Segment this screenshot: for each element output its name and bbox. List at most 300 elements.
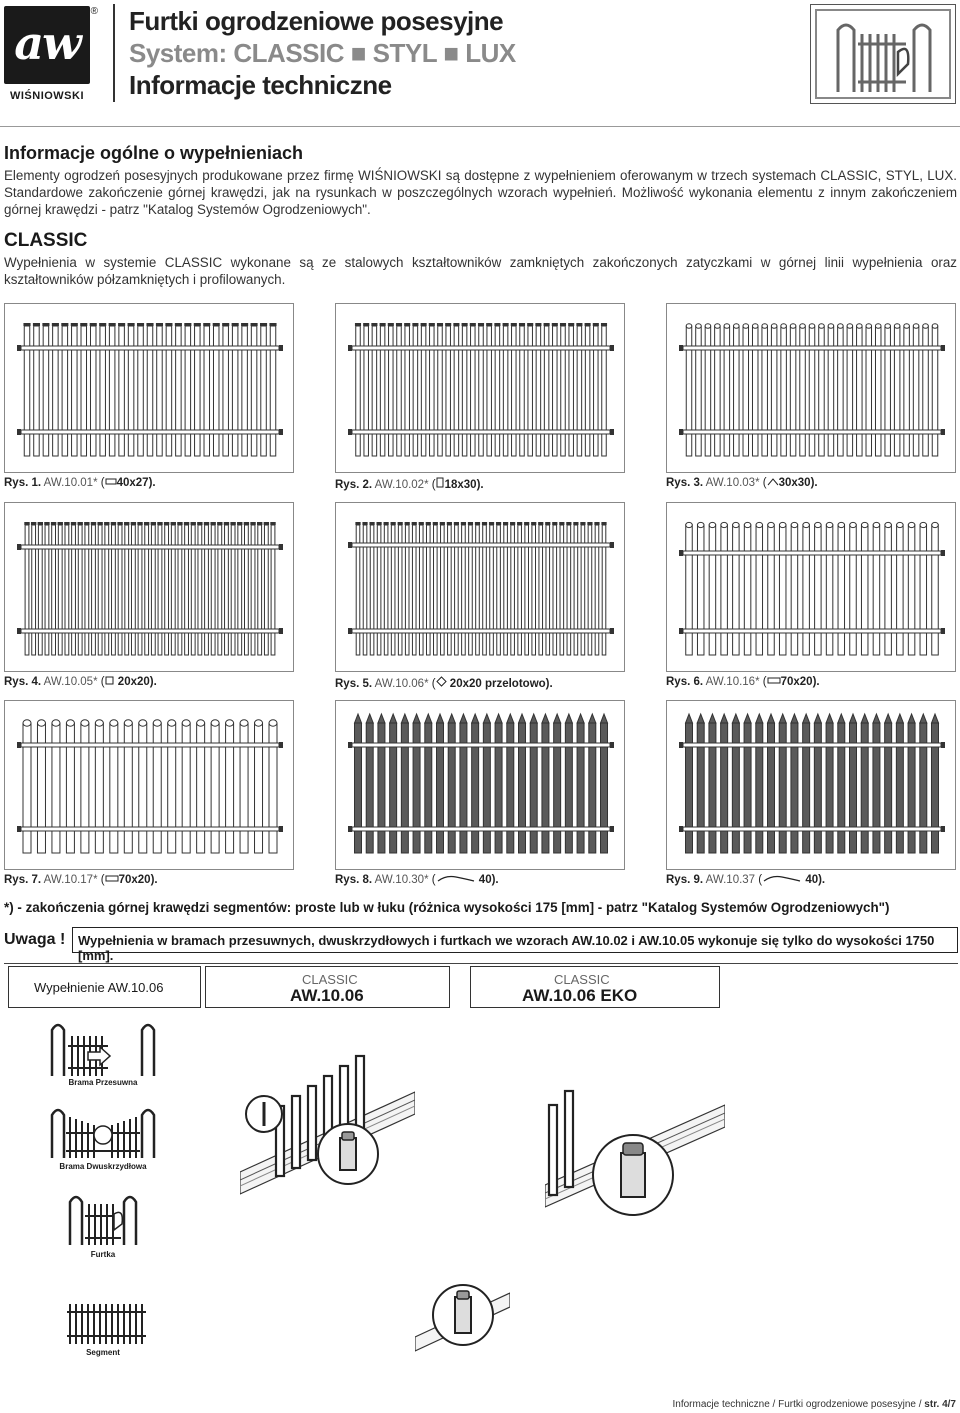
fence-picket-cap xyxy=(771,324,777,328)
section-rule xyxy=(4,963,958,964)
fence-picket-cap xyxy=(153,720,161,726)
fence-picket-cap xyxy=(61,323,68,326)
fence-picket xyxy=(815,525,822,655)
fence-rail-end xyxy=(610,429,614,435)
fence-picket-cap xyxy=(71,522,76,525)
fence-picket-cap xyxy=(433,522,438,525)
fence-rail-end xyxy=(679,742,683,748)
fence-rail xyxy=(352,743,610,747)
fence-picket-cap xyxy=(709,522,716,527)
fence-picket-cap xyxy=(217,522,222,525)
page-header xyxy=(0,0,960,128)
fence-picket-cap xyxy=(104,522,109,525)
fence-picket-cap xyxy=(226,720,234,726)
fence-picket-cap xyxy=(472,714,479,723)
fence-picket-cap xyxy=(157,522,162,525)
fence-picket-cap xyxy=(800,324,806,328)
fence-picket-cap xyxy=(560,323,566,326)
sliding-gate-label: Brama Przesuwna xyxy=(68,1078,138,1087)
fence-drawing xyxy=(17,323,283,456)
fence-picket-cap xyxy=(573,522,578,525)
fence-picket-cap xyxy=(384,522,389,525)
fence-rail-end xyxy=(941,550,945,556)
fence-picket-cap xyxy=(51,522,56,525)
fence-picket-cap xyxy=(388,323,394,326)
fence-rail-end xyxy=(941,628,945,634)
fence-rail-end xyxy=(941,742,945,748)
fence-picket-cap xyxy=(171,522,176,525)
fence-rail-end xyxy=(610,742,614,748)
fence-picket-cap xyxy=(779,714,786,723)
figure-caption-4: Rys. 4. AW.10.05* ( 20x20). xyxy=(4,676,157,688)
fence-picket-cap xyxy=(165,323,172,326)
fence-picket-cap xyxy=(250,522,255,525)
fence-rail xyxy=(21,545,279,549)
fence-rail-end xyxy=(348,628,352,634)
fence-picket xyxy=(885,525,892,655)
fence-picket-cap xyxy=(362,522,367,525)
figure-panel-6 xyxy=(666,502,956,672)
figure-number: Rys. 1. xyxy=(4,477,42,489)
fence-picket-cap xyxy=(175,323,182,326)
fence-picket-cap xyxy=(355,522,360,525)
fence-picket-cap xyxy=(182,720,190,726)
fence-picket xyxy=(733,525,740,655)
figure-profile: 40). xyxy=(805,874,826,886)
fence-picket-cap xyxy=(724,324,730,328)
classic-eko-detail-drawing xyxy=(545,1035,725,1225)
classic-eko-box-code: AW.10.06 EKO xyxy=(522,986,638,1005)
figure-number: Rys. 7. xyxy=(4,874,42,886)
fence-picket-cap xyxy=(932,324,938,328)
fence-picket-cap xyxy=(237,522,242,525)
fence-picket-cap xyxy=(144,522,149,525)
fence-picket-cap xyxy=(565,714,572,723)
title-line-2: System: CLASSIC ■ STYL ■ LUX xyxy=(129,38,516,68)
figure-code: AW.10.17* xyxy=(43,874,98,886)
fence-rail-end xyxy=(17,544,21,550)
fence-picket-cap xyxy=(932,522,939,527)
fence-picket-cap xyxy=(97,522,102,525)
fence-drawing xyxy=(679,714,945,853)
fence-picket-cap xyxy=(468,522,473,525)
fence-rail-end xyxy=(17,826,21,832)
fence-picket-cap xyxy=(401,714,408,723)
figure-profile: 18x30). xyxy=(444,479,484,491)
figure-caption-8: Rys. 8. AW.10.30* ( 40). xyxy=(335,874,499,886)
fence-picket-cap xyxy=(99,323,106,326)
fence-picket-cap xyxy=(496,522,501,525)
fence-picket-cap xyxy=(744,522,751,527)
wave-profile-icon xyxy=(436,874,476,883)
fence-picket-cap xyxy=(269,323,276,326)
classic-heading: CLASSIC xyxy=(4,230,88,251)
fence-picket-cap xyxy=(908,714,915,723)
figure-panel-1 xyxy=(4,303,294,473)
fence-drawing xyxy=(348,714,614,853)
fence-picket-cap xyxy=(686,522,693,527)
title-line-3: Informacje techniczne xyxy=(129,70,392,100)
fence-picket-cap xyxy=(715,324,721,328)
fence-picket-cap xyxy=(440,522,445,525)
fence-picket-cap xyxy=(197,720,205,726)
fence-picket-cap xyxy=(894,324,900,328)
fence-picket-cap xyxy=(475,522,480,525)
fence-picket-cap xyxy=(535,323,541,326)
fence-picket-cap xyxy=(44,522,49,525)
fence-rail-end xyxy=(279,544,283,550)
fence-picket-cap xyxy=(203,323,210,326)
fence-picket-cap xyxy=(494,323,500,326)
page-footer xyxy=(673,1399,957,1410)
figure-code: AW.10.05* xyxy=(43,676,98,688)
fence-picket-cap xyxy=(90,323,97,326)
fence-picket-cap xyxy=(222,323,229,326)
figure-code: AW.10.01* xyxy=(43,477,98,489)
fence-picket xyxy=(920,525,927,655)
fence-picket-cap xyxy=(486,323,492,326)
fence-picket-cap xyxy=(779,522,786,527)
fence-picket-cap xyxy=(124,720,132,726)
fence-picket-cap xyxy=(224,522,229,525)
fence-picket-cap xyxy=(489,522,494,525)
fence-picket-cap xyxy=(398,522,403,525)
fence-picket xyxy=(779,525,786,655)
fence-picket-cap xyxy=(429,323,435,326)
fence-picket-cap xyxy=(873,522,880,527)
figure-number: Rys. 6. xyxy=(666,676,704,688)
fence-picket-cap xyxy=(380,323,386,326)
fence-picket-cap xyxy=(124,522,129,525)
fence-picket-cap xyxy=(721,522,728,527)
fence-rail-end xyxy=(679,628,683,634)
fence-picket-cap xyxy=(756,522,763,527)
fence-picket-cap xyxy=(58,522,63,525)
figure-caption-5: Rys. 5. AW.10.06* ( 20x20 przelotowo). xyxy=(335,678,553,690)
fence-picket-cap xyxy=(752,324,758,328)
fence-picket-cap xyxy=(686,324,692,328)
figure-caption-3: Rys. 3. AW.10.03* ( 30x30). xyxy=(666,477,818,489)
fence-picket-cap xyxy=(913,324,919,328)
fence-picket xyxy=(850,525,857,655)
fence-picket-cap xyxy=(815,522,822,527)
fence-picket-cap xyxy=(355,323,361,326)
fence-picket-cap xyxy=(168,720,176,726)
fence-picket-cap xyxy=(897,522,904,527)
fence-picket-cap xyxy=(696,324,702,328)
fence-picket-cap xyxy=(204,522,209,525)
fence-picket-cap xyxy=(260,323,267,326)
fence-picket-cap xyxy=(371,323,377,326)
fence-rail-end xyxy=(279,345,283,351)
figure-panel-9 xyxy=(666,700,956,870)
fence-picket-cap xyxy=(733,522,740,527)
diamond-profile-icon xyxy=(436,676,447,687)
fence-picket-cap xyxy=(686,714,693,723)
fence-picket-cap xyxy=(213,323,220,326)
fence-drawing xyxy=(348,323,614,456)
wicket-gate-icon xyxy=(66,1192,140,1247)
fence-rail-end xyxy=(679,826,683,832)
fence-picket-cap xyxy=(164,522,169,525)
fence-picket-cap xyxy=(885,324,891,328)
fence-picket-cap xyxy=(511,323,517,326)
fence-picket-cap xyxy=(42,323,49,326)
fence-picket-cap xyxy=(64,522,69,525)
fence-rail xyxy=(21,430,279,434)
classic-box-system: CLASSIC xyxy=(302,972,358,987)
fence-picket-cap xyxy=(437,714,444,723)
classic-paragraph: Wypełnienia w systemie CLASSIC wykonane są ze stalowych kształtowników zamkniętych zakończonych zatyczkami w górnej linii wypełnienia oraz kształtowników półzamkniętych i profilowanych. xyxy=(4,255,957,287)
fence-picket-cap xyxy=(697,714,704,723)
logo-registered-mark: ® xyxy=(90,6,98,17)
fence-picket-cap xyxy=(566,522,571,525)
footnote: *) - zakończenia górnej krawędzi segmentów: proste lub w łuku (różnica wysokości 175 [mm] - patrz "Katalog Systemów Ogrodzeniowych") xyxy=(4,900,890,915)
fence-drawing xyxy=(348,522,614,655)
fence-rail-end xyxy=(679,345,683,351)
fence-picket-cap xyxy=(866,324,872,328)
fence-picket-cap xyxy=(118,323,125,326)
fence-rail-end xyxy=(348,542,352,548)
figure-caption-6: Rys. 6. AW.10.16* ( 70x20). xyxy=(666,676,820,688)
logo-mark: aw xyxy=(14,16,80,70)
fence-picket-cap xyxy=(84,522,89,525)
fence-picket-cap xyxy=(137,323,144,326)
intro-paragraph: Elementy ogrodzeń posesyjnych produkowane przez firmę WIŚNIOWSKI są dostępne z wypełnieniem oferowanym w trzech systemach CLASSIC, STYL, LUX. Standardowe zakończenie górnej krawędzi, jak na rysunkach w poszczególnych wzorach wypełnień. Możliwość wykonania elementu z innym zakończeniem górnej krawędzi - patrz "Katalog Systemów Ogrodzeniowych". xyxy=(4,168,957,217)
fence-rail-end xyxy=(279,429,283,435)
fence-picket-cap xyxy=(369,522,374,525)
fence-picket-cap xyxy=(462,323,468,326)
fence-picket-cap xyxy=(920,522,927,527)
fence-picket-cap xyxy=(52,720,60,726)
fence-picket-cap xyxy=(589,714,596,723)
fence-picket xyxy=(721,525,728,655)
segment-icon xyxy=(66,1298,150,1346)
fence-picket-cap xyxy=(412,323,418,326)
fence-rail xyxy=(352,430,610,434)
fence-rail xyxy=(352,543,610,547)
fence-picket-cap xyxy=(23,323,30,326)
fence-picket-cap xyxy=(109,323,116,326)
sliding-gate-icon xyxy=(48,1018,158,1078)
rect-wide-profile-icon xyxy=(105,478,117,486)
wicket-gate-label: Furtka xyxy=(90,1250,116,1259)
fence-rail xyxy=(21,743,279,747)
fence-picket-cap xyxy=(131,522,136,525)
fence-picket-cap xyxy=(197,522,202,525)
fence-picket-cap xyxy=(461,522,466,525)
fence-picket-cap xyxy=(920,714,927,723)
rect-wide-profile-icon xyxy=(105,875,119,883)
arch-profile-icon xyxy=(767,477,779,486)
fence-picket-cap xyxy=(838,324,844,328)
fence-picket-cap xyxy=(483,714,490,723)
fence-picket-cap xyxy=(184,323,191,326)
fence-picket xyxy=(744,525,751,655)
fence-picket-cap xyxy=(151,522,156,525)
figure-profile: 20x20). xyxy=(117,676,157,688)
fence-picket-cap xyxy=(545,522,550,525)
fence-picket-cap xyxy=(885,714,892,723)
fence-picket-cap xyxy=(873,714,880,723)
fence-picket-cap xyxy=(391,522,396,525)
fence-picket-cap xyxy=(404,323,410,326)
fence-picket-cap xyxy=(850,714,857,723)
fence-picket-cap xyxy=(861,522,868,527)
fence-picket xyxy=(791,525,798,655)
segment-label: Segment xyxy=(86,1348,120,1357)
fence-drawing xyxy=(17,522,283,655)
header-divider xyxy=(113,4,115,102)
fence-picket xyxy=(932,525,939,655)
fence-picket-cap xyxy=(454,522,459,525)
fence-picket-cap xyxy=(191,522,196,525)
fence-picket-cap xyxy=(768,714,775,723)
fence-picket-cap xyxy=(244,522,249,525)
fence-picket-cap xyxy=(425,714,432,723)
fence-picket-cap xyxy=(111,522,116,525)
warning-text: Wypełnienia w bramach przesuwnych, dwuskrzydłowych i furtkach we wzorach AW.10.02 i AW.10.05 wykonuje się tylko do wysokości 1750 [mm]. xyxy=(78,933,935,963)
header-rule xyxy=(0,126,960,127)
footer-text: Informacje techniczne / Furtki ogrodzeniowe posesyjne / xyxy=(672,1399,925,1410)
fence-picket-cap xyxy=(405,522,410,525)
fence-picket-cap xyxy=(460,714,467,723)
fence-rail-end xyxy=(348,742,352,748)
fence-picket-cap xyxy=(128,323,135,326)
fence-picket-cap xyxy=(210,522,215,525)
fence-picket-cap xyxy=(552,522,557,525)
fence-picket-cap xyxy=(251,323,258,326)
fence-picket-cap xyxy=(270,522,275,525)
fence-picket-cap xyxy=(77,522,82,525)
fence-picket-cap xyxy=(495,714,502,723)
fence-picket-cap xyxy=(587,522,592,525)
fence-picket-cap xyxy=(577,714,584,723)
fence-picket-cap xyxy=(857,324,863,328)
fence-picket-cap xyxy=(24,522,29,525)
fence-picket-cap xyxy=(734,324,740,328)
fence-rail xyxy=(21,346,279,350)
fence-picket-cap xyxy=(177,522,182,525)
fence-picket-cap xyxy=(156,323,163,326)
fence-rail-end xyxy=(679,550,683,556)
fence-picket-cap xyxy=(580,522,585,525)
fence-rail-end xyxy=(610,826,614,832)
fence-picket-cap xyxy=(791,522,798,527)
fence-rail-end xyxy=(17,345,21,351)
fence-picket-cap xyxy=(38,522,43,525)
fence-drawing xyxy=(679,324,945,456)
fence-picket-cap xyxy=(66,720,74,726)
double-gate-label: Brama Dwuskrzydłowa xyxy=(59,1162,147,1171)
fence-picket xyxy=(697,525,704,655)
fence-rail-end xyxy=(610,628,614,634)
title-line-1: Furtki ogrodzeniowe posesyjne xyxy=(129,6,504,36)
fence-rail-end xyxy=(279,628,283,634)
fence-rail-end xyxy=(610,542,614,548)
fence-picket-cap xyxy=(524,522,529,525)
double-gate-icon xyxy=(48,1105,158,1160)
fence-rail xyxy=(683,827,941,831)
fence-picket-cap xyxy=(117,522,122,525)
fence-picket-cap xyxy=(576,323,582,326)
fence-rail xyxy=(21,827,279,831)
fence-picket xyxy=(756,525,763,655)
classic-box-code: AW.10.06 xyxy=(290,986,364,1005)
fence-picket-cap xyxy=(762,324,768,328)
fence-picket-cap xyxy=(781,324,787,328)
figure-number: Rys. 5. xyxy=(335,678,373,690)
fence-picket-cap xyxy=(146,323,153,326)
fence-picket-cap xyxy=(530,714,537,723)
fence-picket xyxy=(803,525,810,655)
figure-code: AW.10.03* xyxy=(705,477,760,489)
fence-rail-end xyxy=(348,429,352,435)
fence-picket-cap xyxy=(838,522,845,527)
fence-picket xyxy=(908,525,915,655)
fence-picket xyxy=(686,525,693,655)
fence-picket-cap xyxy=(791,714,798,723)
figure-number: Rys. 2. xyxy=(335,479,373,491)
fence-picket-cap xyxy=(507,714,514,723)
fence-picket-cap xyxy=(826,714,833,723)
figure-panel-2 xyxy=(335,303,625,473)
fence-picket-cap xyxy=(184,522,189,525)
fence-picket xyxy=(873,525,880,655)
fence-picket-cap xyxy=(31,522,36,525)
fence-picket-cap xyxy=(601,714,608,723)
figure-code: AW.10.37 xyxy=(705,874,756,886)
fence-rail-end xyxy=(17,429,21,435)
fence-picket-cap xyxy=(426,522,431,525)
wisniowski-logo xyxy=(4,6,98,102)
fence-picket-cap xyxy=(264,522,269,525)
fence-picket-cap xyxy=(453,323,459,326)
fence-rail-end xyxy=(17,742,21,748)
fence-picket-cap xyxy=(519,714,526,723)
page-number: str. 4/7 xyxy=(924,1399,956,1410)
fence-picket-cap xyxy=(875,324,881,328)
fence-picket-cap xyxy=(257,522,262,525)
fence-picket-cap xyxy=(437,323,443,326)
fence-picket-cap xyxy=(531,522,536,525)
fence-picket-cap xyxy=(363,323,369,326)
fence-rail xyxy=(352,827,610,831)
fence-picket xyxy=(768,525,775,655)
fence-picket-cap xyxy=(366,714,373,723)
figure-panel-5 xyxy=(335,502,625,672)
fence-picket-cap xyxy=(230,522,235,525)
fence-picket xyxy=(709,525,716,655)
figure-profile: 30x30). xyxy=(778,477,818,489)
fence-picket-cap xyxy=(601,522,606,525)
fence-picket-cap xyxy=(847,324,853,328)
figure-number: Rys. 9. xyxy=(666,874,704,886)
fence-picket-cap xyxy=(211,720,219,726)
fence-picket-cap xyxy=(552,323,558,326)
fence-picket-cap xyxy=(709,714,716,723)
fence-picket-cap xyxy=(33,323,40,326)
fence-picket-cap xyxy=(232,323,239,326)
fence-picket-cap xyxy=(139,720,147,726)
figure-number: Rys. 4. xyxy=(4,676,42,688)
fence-picket-cap xyxy=(419,522,424,525)
figure-profile: 20x20 przelotowo). xyxy=(449,678,553,690)
fence-rail-end xyxy=(941,345,945,351)
figure-panel-3 xyxy=(666,303,956,473)
classic-detail-drawing xyxy=(240,1022,415,1232)
figure-profile: 70x20). xyxy=(780,676,820,688)
